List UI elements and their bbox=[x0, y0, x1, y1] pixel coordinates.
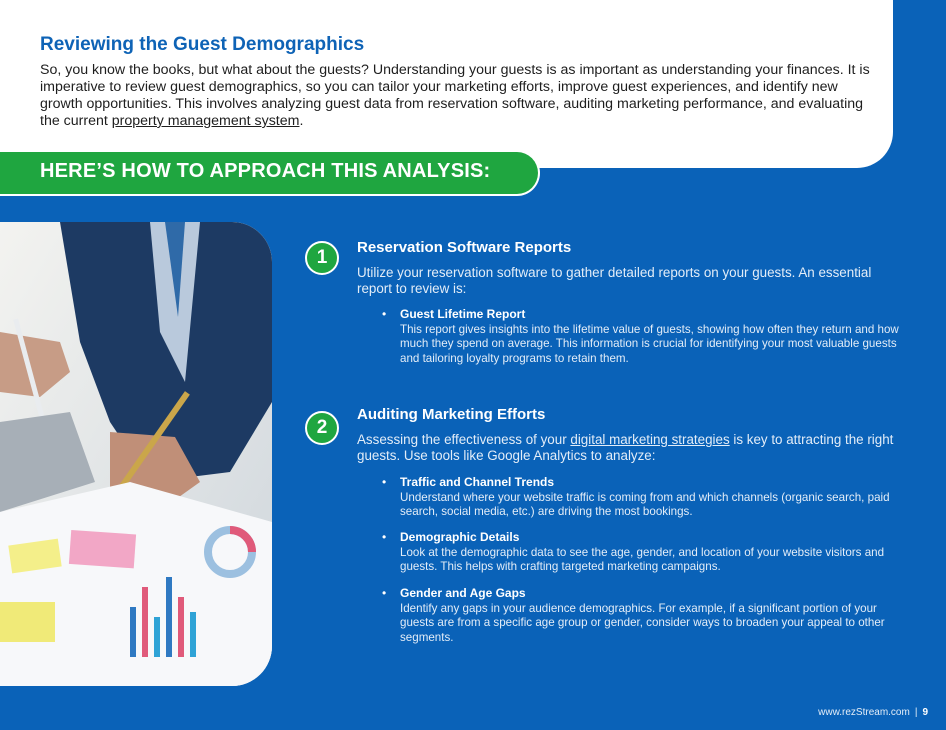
intro-text-end: . bbox=[299, 113, 304, 129]
step-1-description: Utilize your reservation software to gather detailed reports on your guests. An essential report to review is: bbox=[357, 265, 872, 296]
gender-age-gaps-title: Gender and Age Gaps bbox=[400, 586, 526, 600]
step-2-description bbox=[357, 432, 897, 464]
intro-panel bbox=[0, 0, 893, 168]
traffic-channel-trends-title: Traffic and Channel Trends bbox=[400, 475, 555, 489]
guest-lifetime-report-text: This report gives insights into the lifetime value of guests, showing how often they return and how much they spend on average. This information is crucial for identifying your most valuable guests and tailoring loyalty programs to retain them. bbox=[400, 323, 899, 365]
business-photo bbox=[0, 222, 272, 686]
property-management-system-link[interactable]: property management system bbox=[111, 113, 300, 129]
bullet-point: • bbox=[382, 530, 387, 544]
approach-banner bbox=[0, 150, 540, 196]
demographic-details-text: Look at the demographic data to see the age, gender, and location of your website visitors and guests. This helps with crafting targeted marketing campaigns. bbox=[400, 546, 885, 574]
demographic-details-title: Demographic Details bbox=[400, 530, 520, 544]
gender-age-gaps-text: Identify any gaps in your audience demographics. For example, if a significant portion of your guests are from a specific age group or gender, consider ways to broaden your appeal to other segments. bbox=[400, 602, 885, 644]
footer-url[interactable]: www.rezStream.com bbox=[818, 707, 910, 718]
bullet-point: • bbox=[382, 475, 387, 489]
step-1-badge bbox=[305, 241, 339, 275]
step-2-title: Auditing Marketing Efforts bbox=[357, 406, 546, 423]
banner-text: HERE’S HOW TO APPROACH THIS ANALYSIS: bbox=[40, 160, 491, 182]
section-title: Reviewing the Guest Demographics bbox=[40, 34, 365, 55]
footer-separator: | bbox=[914, 707, 918, 718]
digital-marketing-strategies-link[interactable]: digital marketing strategies bbox=[570, 432, 730, 447]
intro-text: So, you know the books, but what about the guests? Understanding your guests is as important as understanding your finances. It is imperative to review guest demographics, so you can tailor your marketing efforts, improve guest experiences, and identify new growth opportunities. This involves analyzing guest data from reservation software, auditing marketing performance, and evaluating the current bbox=[40, 62, 870, 129]
step-2-badge bbox=[305, 411, 339, 445]
page-number: 9 bbox=[922, 707, 928, 718]
step-2-desc-end: is key to attracting the right guests. Use tools like Google Analytics to analyze: bbox=[357, 432, 894, 463]
bullet-point: • bbox=[382, 307, 387, 321]
step-2-desc-start: Assessing the effectiveness of your bbox=[357, 432, 571, 447]
traffic-channel-trends-text: Understand where your website traffic is coming from and which channels (organic search, paid search, social media, etc.) are driving the most bookings. bbox=[400, 491, 890, 519]
step-1-number: 1 bbox=[316, 247, 328, 268]
guest-lifetime-report-title: Guest Lifetime Report bbox=[400, 307, 526, 321]
bullet-point: • bbox=[382, 586, 387, 600]
step-2-number: 2 bbox=[316, 417, 328, 438]
intro-paragraph bbox=[40, 62, 870, 130]
step-1-title: Reservation Software Reports bbox=[357, 239, 572, 256]
page-footer bbox=[818, 707, 928, 718]
